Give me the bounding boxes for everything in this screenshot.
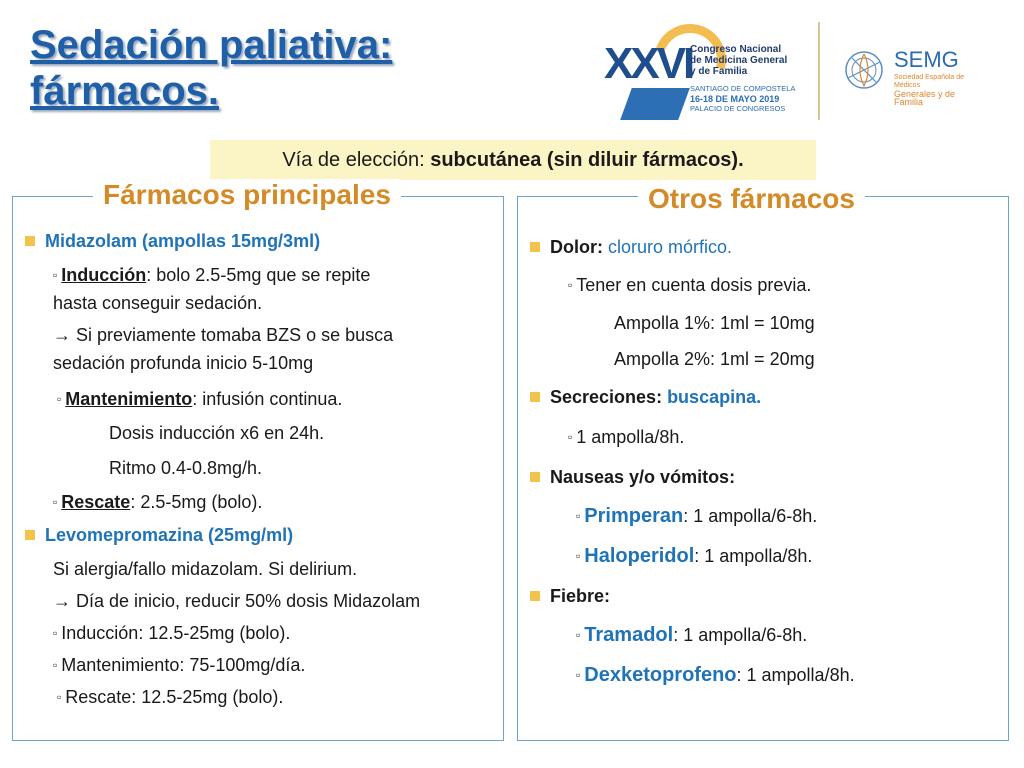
other-drugs-title: Otros fármacos [638, 183, 865, 215]
primperan-line [576, 506, 817, 529]
primperan-dose: : 1 ampolla/6-8h. [683, 506, 818, 526]
bzs-text-2: sedación profunda inicio 5-10mg [53, 353, 314, 373]
levo-line-2-text: Día de inicio, reducir 50% dosis Midazolam [71, 591, 421, 611]
tramadol-name: Tramadol [584, 624, 674, 646]
midazolam-induccion [53, 265, 370, 288]
primperan-name: Primperan [584, 505, 684, 527]
ampolla-2: Ampolla 2%: 1ml = 20mg [614, 349, 815, 369]
secreciones-dose [568, 427, 684, 450]
levo-rescate-text: Rescate: 12.5-25mg (bolo). [65, 687, 284, 707]
bzs-text-1: Si previamente tomaba BZS o se busca [71, 325, 394, 345]
dexketoprofeno-name: Dexketoprofeno [584, 664, 737, 686]
secreciones-line [530, 387, 761, 408]
midazolam-mantenimiento [57, 389, 342, 412]
congress-logo [604, 24, 804, 124]
congress-number: XXVI [604, 39, 693, 88]
rescate-text: : 2.5-5mg (bolo). [130, 492, 263, 512]
congress-name-1: Congreso Nacional [690, 44, 782, 55]
semg-logo [842, 46, 982, 107]
secreciones-drug: buscapina. [662, 387, 762, 407]
congress-name-2: de Medicina General [690, 55, 788, 66]
midazolam-header-text: Midazolam (ampollas 15mg/3ml) [45, 231, 321, 251]
other-drugs-panel [517, 183, 1009, 741]
sub-bullet-icon: ▫ [576, 628, 581, 642]
ampolla-1: Ampolla 1%: 1ml = 10mg [614, 313, 815, 333]
induccion-text-1: : bolo 2.5-5mg que se repite [146, 265, 371, 285]
levo-line-2 [53, 591, 420, 612]
dolor-drug: cloruro mórfico. [603, 237, 733, 257]
secreciones-dose-text: 1 ampolla/8h. [576, 427, 685, 447]
levo-header-text: Levomepromazina (25mg/ml) [45, 525, 294, 545]
induccion-text-2: hasta conseguir sedación. [53, 293, 263, 313]
mant-label: Mantenimiento [65, 389, 193, 409]
levo-induccion-text: Inducción: 12.5-25mg (bolo). [61, 623, 291, 643]
sub-bullet-icon: ▫ [576, 668, 581, 682]
congress-name [690, 44, 808, 77]
sub-bullet-icon: ▫ [53, 658, 58, 672]
bullet-icon [530, 472, 540, 482]
nauseas-line [530, 467, 735, 488]
haloperidol-name: Haloperidol [584, 545, 695, 567]
route-banner [210, 140, 816, 180]
sub-bullet-icon: ▫ [568, 430, 573, 444]
tramadol-dose: : 1 ampolla/6-8h. [673, 625, 808, 645]
haloperidol-dose: : 1 ampolla/8h. [694, 546, 813, 566]
congress-dates: 16-18 DE MAYO 2019 [690, 94, 780, 104]
levo-rescate [57, 687, 283, 710]
semg-emblem-icon [842, 48, 886, 92]
sub-bullet-icon: ▫ [53, 268, 58, 282]
dexketoprofeno-line [576, 665, 855, 688]
bullet-icon [25, 236, 35, 246]
bullet-icon [530, 392, 540, 402]
semg-tagline-2: Generales y de Familia [894, 89, 956, 107]
fiebre-label: Fiebre: [550, 586, 611, 606]
ritmo-line: Ritmo 0.4-0.8mg/h. [109, 458, 263, 478]
arrow-right-icon: → [53, 591, 71, 611]
semg-tagline-1: Sociedad Española de Médicos [894, 74, 965, 89]
sub-bullet-icon: ▫ [576, 509, 581, 523]
midazolam-rescate [53, 492, 262, 515]
dolor-note [568, 275, 811, 298]
mant-text: : infusión continua. [192, 389, 343, 409]
bullet-icon [530, 591, 540, 601]
dolor-label: Dolor: [550, 237, 603, 257]
sub-bullet-icon: ▫ [576, 549, 581, 563]
levo-line-1: Si alergia/fallo midazolam. Si delirium. [53, 559, 358, 579]
congress-city: SANTIAGO DE COMPOSTELA [690, 84, 796, 93]
congress-venue: PALACIO DE CONGRESOS [690, 104, 786, 113]
levo-mant-text: Mantenimiento: 75-100mg/día. [61, 655, 306, 675]
slide-title-line-1: Sedación paliativa: [30, 23, 393, 67]
route-banner-prefix: Vía de elección: [282, 149, 431, 171]
dexketoprofeno-dose: : 1 ampolla/8h. [736, 665, 855, 685]
congress-logo-block-icon [620, 88, 690, 120]
sub-bullet-icon: ▫ [57, 690, 62, 704]
secreciones-label: Secreciones: [550, 387, 663, 407]
nauseas-label: Nauseas y/o vómitos: [550, 467, 736, 487]
main-drugs-panel [12, 179, 504, 741]
logo-divider [818, 22, 820, 120]
midazolam-header [25, 231, 320, 252]
rescate-label: Rescate [61, 492, 131, 512]
sub-bullet-icon: ▫ [53, 495, 58, 509]
route-banner-route: subcutánea (sin diluir fármacos). [430, 149, 744, 171]
induccion-label: Inducción [61, 265, 147, 285]
dolor-line [530, 237, 732, 258]
levo-induccion [53, 623, 290, 646]
haloperidol-line [576, 546, 812, 569]
levo-mantenimiento [53, 655, 305, 678]
sub-bullet-icon: ▫ [568, 278, 573, 292]
semg-name: SEMG [894, 47, 959, 72]
main-drugs-title: Fármacos principales [93, 179, 401, 211]
sub-bullet-icon: ▫ [53, 626, 58, 640]
dosis-line: Dosis inducción x6 en 24h. [109, 423, 325, 443]
tramadol-line [576, 625, 807, 648]
levo-header [25, 525, 293, 546]
semg-tagline [894, 74, 984, 106]
bullet-icon [25, 530, 35, 540]
dolor-note-text: Tener en cuenta dosis previa. [576, 275, 812, 295]
sub-bullet-icon: ▫ [57, 392, 62, 406]
fiebre-line [530, 586, 610, 607]
congress-name-3: y de Familia [690, 66, 748, 77]
bullet-icon [530, 242, 540, 252]
arrow-right-icon: → [53, 325, 71, 345]
congress-details [690, 84, 808, 114]
slide-title-line-2: fármacos. [30, 69, 219, 113]
slide-title [30, 22, 392, 114]
bzs-line [53, 325, 393, 346]
